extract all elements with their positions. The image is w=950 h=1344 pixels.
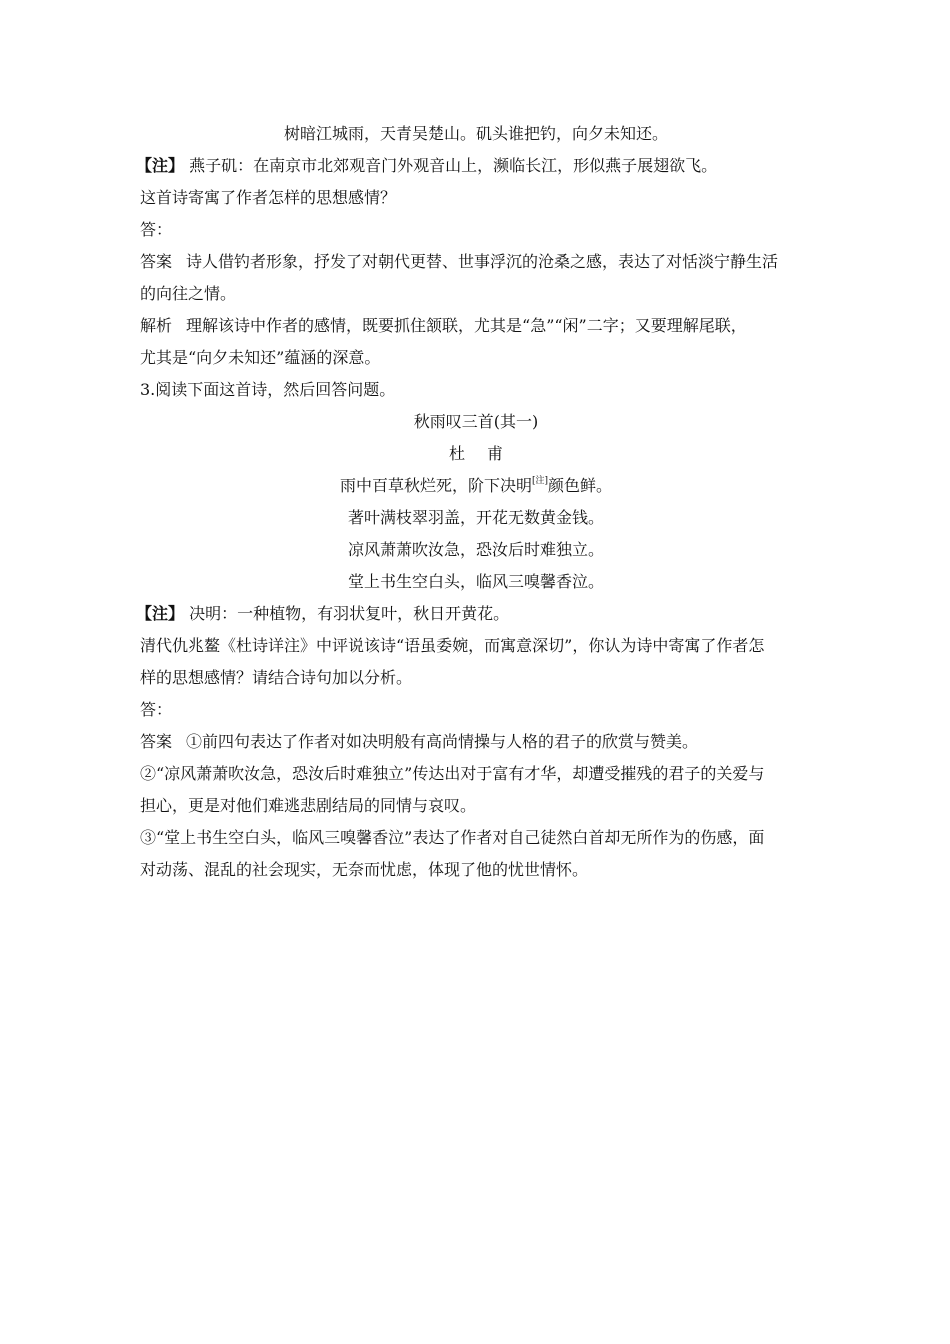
answer-point-3: ③“堂上书生空白头，临风三嗅馨香泣”表达了作者对自己徒然白首却无所作为的伤感，面: [140, 828, 765, 847]
poem-note: [136, 150, 812, 182]
answer-paragraph: [140, 726, 812, 758]
question-text-continued: 样的思想感情？请结合诗句加以分析。: [140, 668, 413, 687]
answer-point-2: ②“凉风萧萧吹汝急，恐汝后时难独立”传达出对于富有才华，却遭受摧残的君子的关爱与: [140, 764, 765, 783]
poem-note: [136, 598, 812, 630]
poem-title: 秋雨叹三首(其一): [413, 412, 539, 431]
poem-line: [140, 470, 812, 502]
poem-line: 树暗江城雨，天青吴楚山。矶头谁把钓，向夕未知还。: [283, 124, 668, 143]
poem-line: 凉风萧萧吹汝急，恐汝后时难独立。: [347, 540, 604, 559]
author-first-char: 杜: [448, 444, 465, 463]
note-tag: 【注】: [136, 604, 185, 623]
note-marker: [注]: [531, 476, 549, 486]
answer-text: 诗人借钓者形象，抒发了对朝代更替、世事浮沉的沧桑之感，表达了对恬淡宁静生活: [186, 252, 779, 271]
question-text: 这首诗寄寓了作者怎样的思想感情？: [140, 188, 397, 207]
answer-prompt: 答：: [140, 700, 173, 719]
document-page: [136, 118, 812, 886]
answer-prompt: 答：: [140, 220, 173, 239]
answer-label: 答案: [140, 252, 173, 271]
analysis-label: 解析: [140, 316, 173, 335]
note-text: 燕子矶：在南京市北郊观音门外观音山上，濒临长江，形似燕子展翅欲飞。: [189, 156, 718, 175]
poem-line: 著叶满枝翠羽盖，开花无数黄金钱。: [347, 508, 604, 527]
answer-point-2-continued: 担心，更是对他们难逃悲剧结局的同情与哀叹。: [140, 796, 477, 815]
analysis-text: 理解该诗中作者的感情，既要抓住颔联，尤其是“急”“闲”二字；又要理解尾联，: [186, 316, 747, 335]
poem-line-text: 雨中百草秋烂死，阶下决明: [339, 476, 532, 495]
poem-line-text: 颜色鲜。: [548, 476, 613, 495]
note-text: 决明：一种植物，有羽状复叶，秋日开黄花。: [189, 604, 510, 623]
question-intro: 3.阅读下面这首诗，然后回答问题。: [140, 380, 396, 399]
answer-label: 答案: [140, 732, 173, 751]
answer-paragraph: [140, 246, 812, 278]
poem-line: 堂上书生空白头，临风三嗅馨香泣。: [347, 572, 604, 591]
answer-point-3-continued: 对动荡、混乱的社会现实，无奈而忧虑，体现了他的忧世情怀。: [140, 860, 589, 879]
author-second-char: 甫: [487, 444, 504, 463]
question-text: 清代仇兆鳌《杜诗详注》中评说该诗“语虽委婉，而寓意深切”，你认为诗中寄寓了作者怎: [140, 636, 765, 655]
note-tag: 【注】: [136, 156, 185, 175]
answer-point-1: ①前四句表达了作者对如决明般有高尚情操与人格的君子的欣赏与赞美。: [186, 732, 699, 751]
answer-text-continued: 的向往之情。: [140, 284, 237, 303]
analysis-text-continued: 尤其是“向夕未知还”蕴涵的深意。: [140, 348, 381, 367]
analysis-paragraph: [140, 310, 812, 342]
poem-author: [140, 438, 812, 470]
